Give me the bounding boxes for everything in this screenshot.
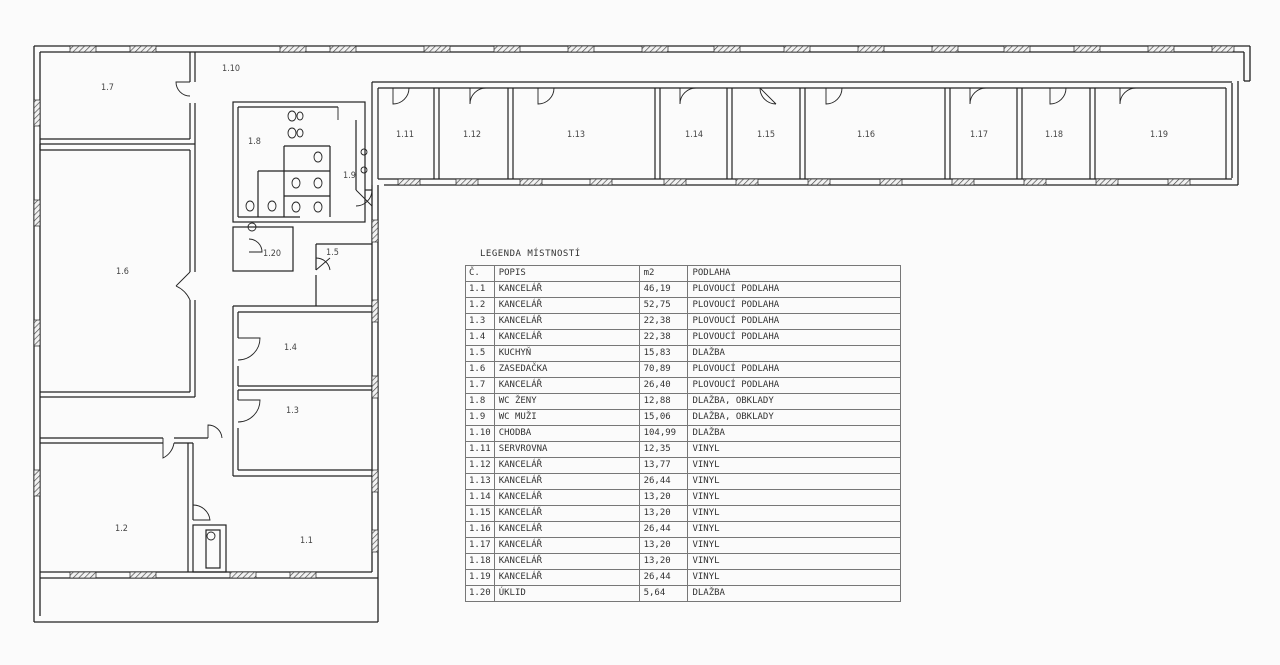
legend-cell-number: 1.5 xyxy=(466,346,495,362)
room-label-1-17: 1.17 xyxy=(970,130,989,140)
legend-cell-number: 1.20 xyxy=(466,586,495,602)
legend-row xyxy=(466,378,901,394)
legend-row xyxy=(466,458,901,474)
legend-cell-floor: VINYL xyxy=(688,554,901,570)
legend-body xyxy=(466,282,901,602)
legend-cell-description: KANCELÁŘ xyxy=(494,570,639,586)
legend-cell-area: 13,77 xyxy=(639,458,688,474)
legend-cell-number: 1.17 xyxy=(466,538,495,554)
legend-cell-number: 1.9 xyxy=(466,410,495,426)
room-label-1-14: 1.14 xyxy=(685,130,704,140)
legend-cell-floor: VINYL xyxy=(688,458,901,474)
room-label-1-12: 1.12 xyxy=(463,130,482,140)
legend-cell-area: 104,99 xyxy=(639,426,688,442)
legend-cell-floor: VINYL xyxy=(688,522,901,538)
room-label-1-20: 1.20 xyxy=(263,249,282,259)
legend-row xyxy=(466,554,901,570)
legend-cell-number: 1.2 xyxy=(466,298,495,314)
room-label-1-5: 1.5 xyxy=(326,248,339,258)
legend-row xyxy=(466,442,901,458)
room-label-1-2: 1.2 xyxy=(115,524,128,534)
legend-cell-description: WC ŽENY xyxy=(494,394,639,410)
legend-header-floor: PODLAHA xyxy=(688,266,901,282)
legend-cell-description: KANCELÁŘ xyxy=(494,522,639,538)
legend-row xyxy=(466,522,901,538)
legend-cell-description: ZASEDAČKA xyxy=(494,362,639,378)
legend-cell-area: 13,20 xyxy=(639,490,688,506)
room-label-1-10: 1.10 xyxy=(222,64,241,74)
legend-cell-description: KANCELÁŘ xyxy=(494,506,639,522)
legend-cell-area: 22,38 xyxy=(639,330,688,346)
legend-cell-description: KANCELÁŘ xyxy=(494,458,639,474)
legend-title: LEGENDA MÍSTNOSTÍ xyxy=(480,249,581,259)
legend-cell-area: 12,35 xyxy=(639,442,688,458)
legend-row xyxy=(466,490,901,506)
legend-cell-number: 1.16 xyxy=(466,522,495,538)
legend-cell-floor: VINYL xyxy=(688,538,901,554)
legend-cell-number: 1.6 xyxy=(466,362,495,378)
legend-cell-number: 1.7 xyxy=(466,378,495,394)
legend-cell-description: KANCELÁŘ xyxy=(494,314,639,330)
legend-cell-floor: DLAŽBA xyxy=(688,586,901,602)
legend-header-row xyxy=(466,266,901,282)
legend-cell-area: 22,38 xyxy=(639,314,688,330)
legend-cell-description: KANCELÁŘ xyxy=(494,282,639,298)
room-label-1-15: 1.15 xyxy=(757,130,776,140)
legend-cell-floor: PLOVOUCÍ PODLAHA xyxy=(688,362,901,378)
legend-cell-number: 1.13 xyxy=(466,474,495,490)
legend-cell-area: 13,20 xyxy=(639,506,688,522)
legend-row xyxy=(466,346,901,362)
legend-cell-floor: DLAŽBA, OBKLADY xyxy=(688,410,901,426)
room-label-1-19: 1.19 xyxy=(1150,130,1169,140)
legend-cell-number: 1.14 xyxy=(466,490,495,506)
room-legend-table xyxy=(465,265,901,602)
legend-cell-description: KANCELÁŘ xyxy=(494,378,639,394)
legend-row xyxy=(466,330,901,346)
legend-row xyxy=(466,570,901,586)
legend-row xyxy=(466,314,901,330)
legend-cell-number: 1.1 xyxy=(466,282,495,298)
legend-cell-description: CHODBA xyxy=(494,426,639,442)
legend-cell-area: 52,75 xyxy=(639,298,688,314)
legend-cell-area: 13,20 xyxy=(639,554,688,570)
legend-cell-number: 1.4 xyxy=(466,330,495,346)
legend-cell-floor: PLOVOUCÍ PODLAHA xyxy=(688,314,901,330)
legend-cell-area: 26,40 xyxy=(639,378,688,394)
legend-cell-area: 70,89 xyxy=(639,362,688,378)
legend-row xyxy=(466,506,901,522)
legend-row xyxy=(466,362,901,378)
legend-header-description: POPIS xyxy=(494,266,639,282)
room-label-1-8: 1.8 xyxy=(248,137,261,147)
legend-cell-description: WC MUŽI xyxy=(494,410,639,426)
room-label-1-1: 1.1 xyxy=(300,536,313,546)
legend-cell-floor: PLOVOUCÍ PODLAHA xyxy=(688,298,901,314)
legend-cell-area: 26,44 xyxy=(639,570,688,586)
legend-cell-number: 1.3 xyxy=(466,314,495,330)
legend-cell-area: 26,44 xyxy=(639,522,688,538)
legend-header-number: Č. xyxy=(466,266,495,282)
legend-row xyxy=(466,426,901,442)
room-label-1-18: 1.18 xyxy=(1045,130,1064,140)
legend-cell-number: 1.19 xyxy=(466,570,495,586)
legend-header-area: m2 xyxy=(639,266,688,282)
legend-cell-description: ÚKLID xyxy=(494,586,639,602)
legend-cell-number: 1.8 xyxy=(466,394,495,410)
legend-cell-description: KANCELÁŘ xyxy=(494,538,639,554)
legend-cell-area: 5,64 xyxy=(639,586,688,602)
legend-row xyxy=(466,394,901,410)
legend-cell-number: 1.12 xyxy=(466,458,495,474)
legend-cell-number: 1.11 xyxy=(466,442,495,458)
legend-cell-area: 46,19 xyxy=(639,282,688,298)
legend-cell-description: KANCELÁŘ xyxy=(494,474,639,490)
legend-cell-floor: PLOVOUCÍ PODLAHA xyxy=(688,282,901,298)
room-label-1-13: 1.13 xyxy=(567,130,586,140)
legend-cell-description: SERVROVNA xyxy=(494,442,639,458)
room-label-1-16: 1.16 xyxy=(857,130,876,140)
legend-row xyxy=(466,538,901,554)
legend-row xyxy=(466,298,901,314)
legend-cell-number: 1.18 xyxy=(466,554,495,570)
legend-cell-area: 13,20 xyxy=(639,538,688,554)
legend-row xyxy=(466,586,901,602)
legend-cell-floor: VINYL xyxy=(688,506,901,522)
legend-cell-description: KANCELÁŘ xyxy=(494,490,639,506)
legend-cell-number: 1.15 xyxy=(466,506,495,522)
legend-row xyxy=(466,282,901,298)
legend-cell-area: 26,44 xyxy=(639,474,688,490)
legend-cell-floor: DLAŽBA xyxy=(688,426,901,442)
legend-cell-floor: VINYL xyxy=(688,490,901,506)
legend-cell-floor: PLOVOUCÍ PODLAHA xyxy=(688,378,901,394)
legend-cell-description: KUCHYŇ xyxy=(494,346,639,362)
room-label-1-9: 1.9 xyxy=(343,171,356,181)
legend-cell-floor: PLOVOUCÍ PODLAHA xyxy=(688,330,901,346)
room-label-1-3: 1.3 xyxy=(286,406,299,416)
legend-cell-description: KANCELÁŘ xyxy=(494,330,639,346)
room-label-1-6: 1.6 xyxy=(116,267,129,277)
room-label-1-4: 1.4 xyxy=(284,343,297,353)
legend-cell-description: KANCELÁŘ xyxy=(494,554,639,570)
legend-cell-floor: VINYL xyxy=(688,442,901,458)
legend-cell-floor: VINYL xyxy=(688,474,901,490)
legend-cell-area: 12,88 xyxy=(639,394,688,410)
legend-row xyxy=(466,474,901,490)
legend-cell-description: KANCELÁŘ xyxy=(494,298,639,314)
legend-cell-floor: DLAŽBA, OBKLADY xyxy=(688,394,901,410)
legend-cell-area: 15,06 xyxy=(639,410,688,426)
legend-cell-floor: DLAŽBA xyxy=(688,346,901,362)
room-label-1-7: 1.7 xyxy=(101,83,114,93)
room-label-1-11: 1.11 xyxy=(396,130,415,140)
legend-cell-floor: VINYL xyxy=(688,570,901,586)
legend-row xyxy=(466,410,901,426)
legend-cell-area: 15,83 xyxy=(639,346,688,362)
legend-cell-number: 1.10 xyxy=(466,426,495,442)
